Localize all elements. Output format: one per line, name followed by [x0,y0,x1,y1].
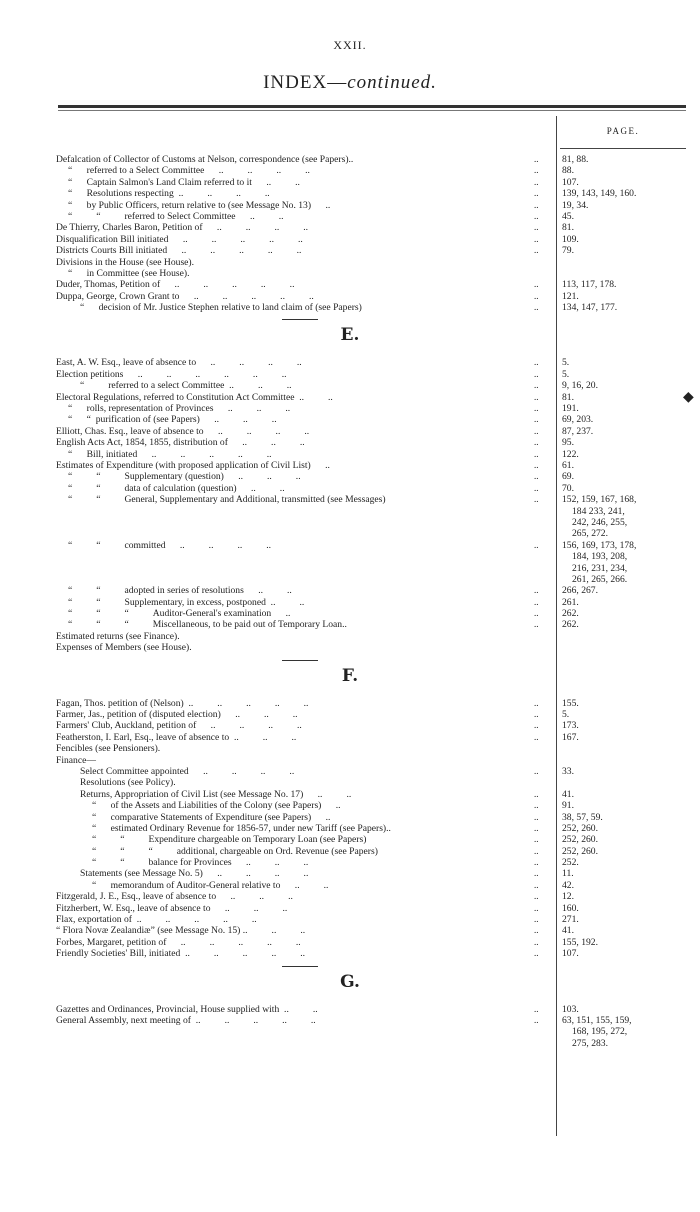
page-refs-continuation [0,563,700,574]
page-refs: 69. [562,471,574,483]
page-refs: 88. [562,165,574,177]
entry-text: Duppa, George, Crown Grant to .. .. .. .. .. [56,290,314,302]
index-entry [0,857,700,868]
index-entry [0,914,700,925]
leader-dots: .. [534,425,539,436]
index-entry [0,188,700,199]
index-content [0,154,700,1049]
leader-dots: .. [534,482,539,493]
index-entry [0,268,700,279]
index-entry [0,426,700,437]
margin-mark-icon: ◆ [683,390,694,405]
leader-dots: .. [534,619,539,630]
leader-dots: .. [534,199,539,210]
entry-text: Fitzherbert, W. Esq., leave of absence to .. .. .. [56,902,288,914]
entry-text: Fagan, Thos. petition of (Nelson) .. .. .. .. .. [56,697,309,709]
entry-text: “ comparative Statements of Expenditure (see Papers) .. [56,811,331,823]
entry-text: Featherston, I. Earl, Esq., leave of absence to .. .. .. [56,731,297,743]
leader-dots: .. [534,891,539,902]
leader-dots: .. [534,437,539,448]
section-letter: E. [340,325,360,346]
page-refs: 5. [562,368,570,380]
index-entry [0,494,700,505]
index-entry [0,631,700,642]
page-refs: 95. [562,437,574,449]
title-italic: continued. [347,72,437,93]
index-entry [0,823,700,834]
entry-text: “ decision of Mr. Justice Stephen relative to land claim of (see Papers) [56,302,362,314]
entry-text: Elliott, Chas. Esq., leave of absence to .. .. .. .. [56,425,310,437]
index-entry [0,868,700,879]
page-refs-continuation [0,574,700,585]
page-column-header: PAGE. [606,126,640,136]
entry-text: “ estimated Ordinary Revenue for 1856-57, under new Tariff (see Papers).. [56,822,391,834]
index-entry [0,540,700,551]
page-refs-continuation [0,517,700,528]
leader-dots: .. [534,720,539,731]
page-refs: 167. [562,731,579,743]
page-refs: 81. [562,222,574,234]
entry-text: Electoral Regulations, referred to Constitution Act Committee .. .. [56,391,333,403]
index-entry [0,460,700,471]
entry-text: Farmer, Jas., petition of (disputed election) .. .. .. [56,709,298,721]
page-refs: 261. [562,596,579,608]
entry-text: “ “ Supplementary (question) .. .. .. [56,471,301,483]
page-refs: 139, 143, 149, 160. [562,188,637,200]
index-entry [0,483,700,494]
page-refs: 262. [562,619,579,631]
page-refs: 173. [562,720,579,732]
index-entry [0,437,700,448]
page-refs: 41. [562,925,574,937]
entry-text: “ by Public Officers, return relative to (see Message No. 13) .. [56,199,331,211]
index-entry [0,880,700,891]
page-refs: 5. [562,709,570,721]
entry-text: “ “ adopted in series of resolutions .. .. [56,585,292,597]
index-entry [0,608,700,619]
leader-dots: .. [534,731,539,742]
page-refs: 45. [562,210,574,222]
page-refs: 103. [562,1003,579,1015]
leader-dots: .. [534,879,539,890]
leader-dots: .. [534,403,539,414]
entry-text: Districts Courts Bill initiated .. .. .. .. .. [56,245,302,257]
entry-text: Fitzgerald, J. E., Esq., leave of absence to .. .. .. [56,891,293,903]
page-refs: 69, 203. [562,414,594,426]
entry-text: “ Flora Novæ Zealandiæ” (see Message No. 15) .. .. .. [56,925,306,937]
page-refs: 156, 169, 173, 178, [562,539,637,551]
page-refs: 275, 283. [572,1037,608,1049]
page-refs-continuation [0,551,700,562]
index-entry [0,846,700,857]
leader-dots: .. [534,765,539,776]
entry-text: “ referred to a select Committee .. .. .. [56,380,292,392]
leader-dots: .. [534,868,539,879]
entry-text: “ “ “ additional, chargeable on Ord. Revenue (see Papers) [56,845,378,857]
entry-text: Resolutions (see Policy). [56,777,176,789]
page-refs: 160. [562,902,579,914]
page-refs: 134, 147, 177. [562,302,618,314]
index-entry [0,800,700,811]
page-refs: 5. [562,357,570,369]
page-refs: 33. [562,765,574,777]
page-refs: 81, 88. [562,154,589,165]
section-rule [282,660,318,661]
entry-text: “ “ “ Auditor-General's examination .. [56,608,291,620]
entry-text: Returns, Appropriation of Civil List (see Message No. 17) .. .. [56,788,352,800]
leader-dots: .. [534,357,539,368]
entry-text: Friendly Societies' Bill, initiated .. .. .. .. .. [56,948,306,960]
index-entry [0,177,700,188]
leader-dots: .. [534,245,539,256]
page-column-header-rule [560,148,686,149]
index-entry [0,1004,700,1015]
index-entry [0,1015,700,1026]
page-refs: 38, 57, 59. [562,811,603,823]
entry-text: General Assembly, next meeting of .. .. .. .. .. [56,1015,316,1026]
entry-text: Forbes, Margaret, petition of .. .. .. .. .. [56,936,301,948]
page-refs: 107. [562,176,579,188]
leader-dots: .. [534,210,539,221]
entry-text: Gazettes and Ordinances, Provincial, House supplied with .. .. [56,1003,318,1015]
page-refs: 184 233, 241, [572,505,625,517]
index-entry [0,449,700,460]
entry-text: Expenses of Members (see House). [56,642,192,654]
page-refs: 155. [562,697,579,709]
index-entry [0,698,700,709]
index-entry [0,925,700,936]
index-entry [0,222,700,233]
page-number: XXII. [333,38,367,52]
page-refs: 242, 246, 255, [572,516,628,528]
entry-text: “ “ purification of (see Papers) .. .. .. [56,414,277,426]
index-entry [0,732,700,743]
index-entry [0,777,700,788]
entry-text: Finance— [56,754,96,766]
index-entry [0,709,700,720]
page-refs: 168, 195, 272, [572,1026,628,1038]
leader-dots: .. [534,414,539,425]
leader-dots: .. [534,845,539,856]
index-entry [0,937,700,948]
entry-text: Divisions in the House (see House). [56,256,195,268]
leader-dots: .. [534,834,539,845]
leader-dots: .. [534,709,539,720]
entry-text: Farmers' Club, Auckland, petition of .. .. .. .. [56,720,302,732]
leader-dots: .. [534,697,539,708]
leader-dots: .. [534,165,539,176]
leader-dots: .. [534,596,539,607]
page-refs: 155, 192. [562,936,598,948]
index-entry [0,302,700,313]
leader-dots: .. [534,1015,539,1025]
leader-dots: .. [534,279,539,290]
entry-text: “ referred to a Select Committee .. .. .. .. [56,165,310,177]
page-refs: 252, 260. [562,834,598,846]
leader-dots: .. [534,380,539,391]
entry-text: Statements (see Message No. 5) .. .. .. .. [56,868,309,880]
entry-text: “ “ balance for Provinces .. .. .. [56,857,309,869]
page-refs: 9, 16, 20. [562,380,598,392]
entry-text: “ “ data of calculation (question) .. .. [56,482,285,494]
index-entry [0,642,700,653]
page-refs: 261, 265, 266. [572,573,628,585]
entry-text: “ memorandum of Auditor-General relative to .. .. [56,879,329,891]
leader-dots: .. [534,914,539,925]
entry-text: “ Captain Salmon's Land Claim referred to it .. .. [56,176,300,188]
entry-text: De Thierry, Charles Baron, Petition of .. .. .. .. [56,222,309,234]
page-refs-continuation [0,528,700,539]
index-entry [0,165,700,176]
index-entry [0,891,700,902]
entry-text: Duder, Thomas, Petition of .. .. .. .. .. [56,279,295,291]
index-entry [0,743,700,754]
page-refs: 61. [562,459,574,471]
entry-text: Defalcation of Collector of Customs at Nelson, correspondence (see Papers).. [56,154,354,165]
page-refs: 87, 237. [562,425,594,437]
leader-dots: .. [534,154,539,164]
section-rule [282,966,318,967]
leader-dots: .. [534,925,539,936]
index-entry [0,720,700,731]
index-entry [0,392,700,403]
section-heading [0,654,700,698]
section-rule [282,319,318,320]
leader-dots: .. [534,936,539,947]
page-refs-continuation [0,1026,700,1037]
entry-text: “ Resolutions respecting .. .. .. .. [56,188,270,200]
page-refs: 42. [562,879,574,891]
leader-dots: .. [534,176,539,187]
page-refs-continuation [0,506,700,517]
index-entry [0,200,700,211]
entry-text: “ rolls, representation of Provinces .. .. .. [56,403,291,415]
index-entry [0,245,700,256]
page-refs: 11. [562,868,574,880]
page-refs: 252, 260. [562,845,598,857]
index-entry [0,234,700,245]
section-heading [0,960,700,1004]
entry-text: Estimates of Expenditure (with proposed application of Civil List) .. [56,459,330,471]
leader-dots: .. [534,857,539,868]
index-entry [0,789,700,800]
leader-dots: .. [534,902,539,913]
index-entry [0,257,700,268]
leader-dots: .. [534,459,539,470]
index-entry [0,766,700,777]
entry-text: Flax, exportation of .. .. .. .. .. [56,914,257,926]
entry-text: Election petitions .. .. .. .. .. .. [56,368,287,380]
page-refs: 81. [562,391,574,403]
page-refs: 79. [562,245,574,257]
index-entry [0,211,700,222]
entry-text: Disqualification Bill initiated .. .. .. .. .. [56,233,303,245]
index-entry [0,471,700,482]
index-entry [0,369,700,380]
leader-dots: .. [534,368,539,379]
index-entry [0,755,700,766]
leader-dots: .. [534,1003,539,1014]
page-refs: 252. [562,857,579,869]
entry-text: “ in Committee (see House). [56,267,190,279]
index-entry [0,834,700,845]
leader-dots: .. [534,585,539,596]
page-refs: 266, 267. [562,585,598,597]
page-refs: 70. [562,482,574,494]
page-refs-continuation [0,1038,700,1049]
page-refs: 91. [562,800,574,812]
header-rule-thick [58,105,686,108]
page-refs: 63, 151, 155, 159, [562,1015,632,1026]
leader-dots: .. [534,800,539,811]
leader-dots: .. [534,222,539,233]
page-refs: 122. [562,448,579,460]
leader-dots: .. [534,290,539,301]
entry-text: “ Bill, initiated .. .. .. .. .. [56,448,272,460]
index-entry [0,357,700,368]
leader-dots: .. [534,448,539,459]
entry-text: “ “ referred to Select Committee .. .. [56,210,284,222]
index-entry [0,414,700,425]
leader-dots: .. [534,811,539,822]
leader-dots: .. [534,494,539,505]
page-refs: 271. [562,914,579,926]
page-refs: 109. [562,233,579,245]
index-entry [0,154,700,165]
page-refs: 121. [562,290,579,302]
leader-dots: .. [534,233,539,244]
title-main: INDEX— [263,72,348,93]
index-entry [0,279,700,290]
index-entry [0,585,700,596]
page-refs: 252, 260. [562,822,598,834]
index-entry [0,619,700,630]
entry-text: English Acts Act, 1854, 1855, distribution of .. .. .. [56,437,305,449]
entry-text: Fencibles (see Pensioners). [56,743,161,755]
leader-dots: .. [534,188,539,199]
index-entry [0,948,700,959]
leader-dots: .. [534,948,539,959]
leader-dots: .. [534,788,539,799]
leader-dots: .. [534,302,539,313]
leader-dots: .. [534,391,539,402]
page-refs: 216, 231, 234, [572,562,628,574]
section-heading [0,313,700,357]
index-entry [0,903,700,914]
entry-text: East, A. W. Esq., leave of absence to .. .. .. .. [56,357,302,369]
page-refs: 262. [562,608,579,620]
entry-text: “ of the Assets and Liabilities of the Colony (see Papers) .. [56,800,341,812]
page-refs: 152, 159, 167, 168, [562,494,637,506]
section-letter: F. [341,665,359,686]
page-title [0,72,700,94]
entry-text: “ “ General, Supplementary and Additional, transmitted (see Messages) [56,494,386,506]
page-refs: 41. [562,788,574,800]
index-entry [0,597,700,608]
header-rule-thin [58,110,686,111]
entry-text: “ “ “ Miscellaneous, to be paid out of Temporary Loan.. [56,619,347,631]
entry-text: “ “ Supplementary, in excess, postponed .. .. [56,596,305,608]
page-refs: 113, 117, 178. [562,279,617,291]
section-letter: G. [340,971,360,992]
page-refs: 191. [562,403,579,415]
entry-text: Select Committee appointed .. .. .. .. [56,765,295,777]
index-entry [0,812,700,823]
page-refs: 184, 193, 208, [572,551,628,563]
page-refs: 19, 34. [562,199,589,211]
leader-dots: .. [534,471,539,482]
leader-dots: .. [534,822,539,833]
entry-text: Estimated returns (see Finance). [56,630,180,642]
page-refs: 12. [562,891,574,903]
entry-text: “ “ Expenditure chargeable on Temporary Loan (see Papers) [56,834,367,846]
index-entry [0,403,700,414]
page-refs: 107. [562,948,579,960]
index-entry [0,291,700,302]
leader-dots: .. [534,539,539,550]
index-entry [0,380,700,391]
entry-text: “ “ committed .. .. .. .. [56,539,272,551]
page-refs: 265, 272. [572,528,608,540]
leader-dots: .. [534,608,539,619]
